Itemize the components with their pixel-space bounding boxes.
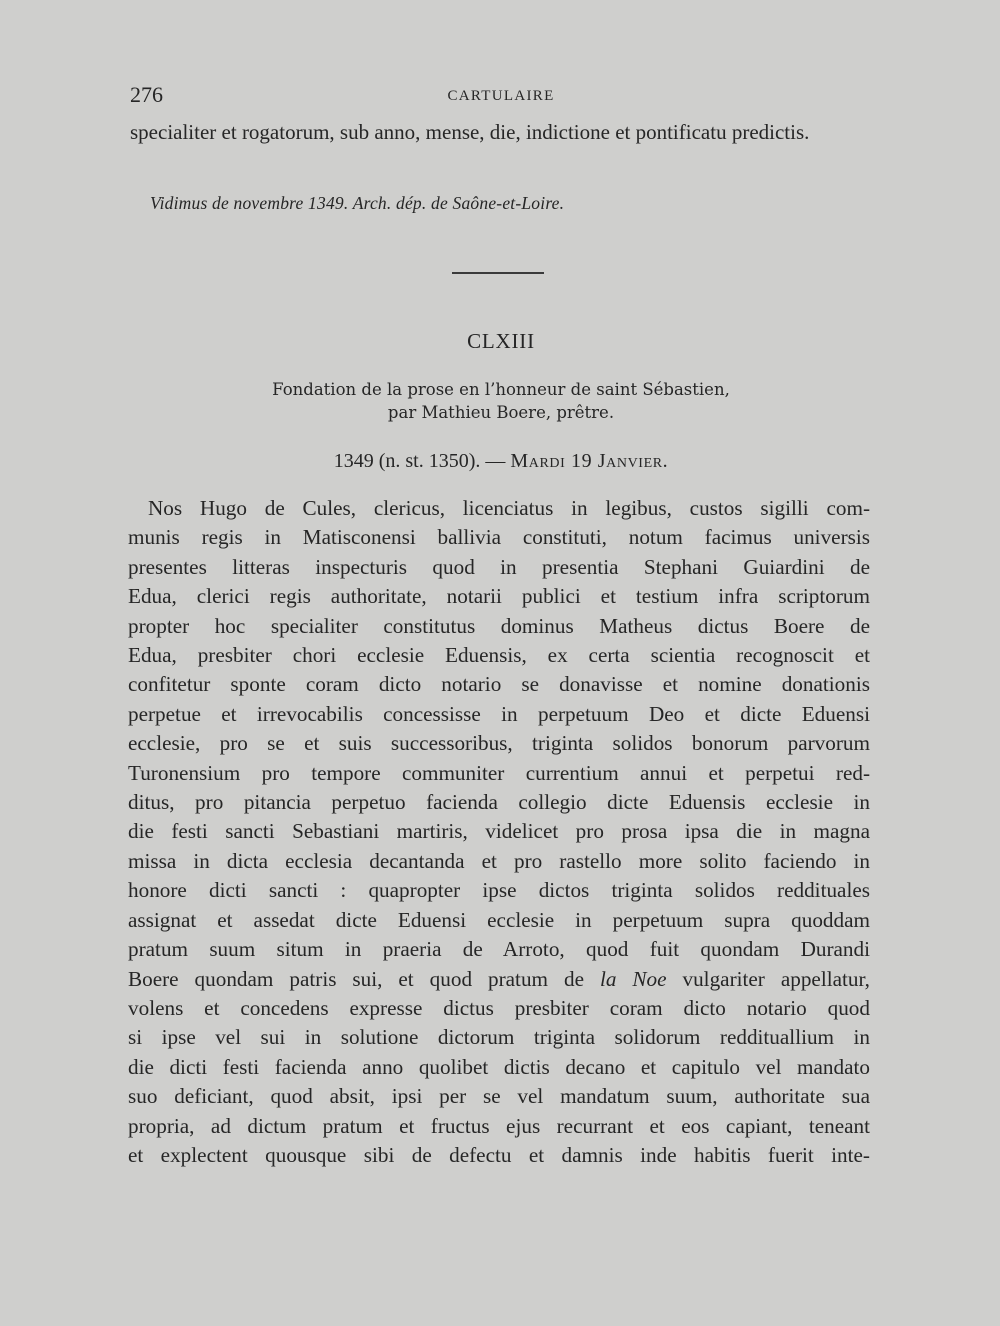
section-divider	[452, 272, 544, 274]
running-title: CARTULAIRE	[447, 88, 555, 104]
source-note: Vidimus de novembre 1349. Arch. dép. de Saône-et-Loire.	[150, 193, 565, 213]
charter-number: CLXIII	[467, 329, 535, 353]
page-number: 276	[130, 82, 163, 107]
page-header	[130, 80, 872, 110]
body-line: propter hoc specialiter constitutus dominus Matheus dictus Boere de	[128, 613, 870, 638]
body-line: die festi sancti Sebastiani martiris, videlicet pro prosa ipsa die in magna	[128, 819, 870, 844]
body-line: missa in dicta ecclesia decantanda et pro rastello more solito faciendo in	[128, 848, 870, 873]
body-line: presentes litteras inspecturis quod in presentia Stephani Guiardini de	[128, 554, 870, 579]
body-line: Nos Hugo de Cules, clericus, licenciatus in legibus, custos sigilli com-	[148, 496, 870, 520]
body-line: pratum suum situm in praeria de Arroto, quod fuit quondam Durandi	[128, 937, 870, 962]
charter-date	[130, 450, 872, 473]
summary-line: par Mathieu Boere, prêtre.	[387, 403, 615, 422]
body-line: suo deficiant, quod absit, ipsi per se vel mandatum suum, authoritate sua	[128, 1084, 870, 1109]
body-line: perpetue et irrevocabilis concessisse in perpetuum Deo et dicte Eduensi	[128, 701, 870, 726]
date-year: 1349 (n. st. 1350). —	[333, 450, 511, 472]
body-line: propria, ad dictum pratum et fructus ejus recurrant et eos capiant, teneant	[128, 1113, 870, 1138]
date-day: Mardi 19 Janvier.	[510, 450, 669, 472]
body-line: Edua, clerici regis authoritate, notarii publici et testium infra scriptorum	[128, 584, 870, 609]
body-line: et explectent quousque sibi de defectu et damnis inde habitis fuerit inte-	[128, 1142, 870, 1167]
place-name: la Noe	[599, 966, 667, 991]
body-line: si ipse vel sui in solutione dictorum triginta solidorum reddituallium in	[128, 1025, 870, 1050]
body-line: honore dicti sancti : quapropter ipse dictos triginta solidos reddituales	[128, 878, 870, 903]
body-line: die dicti festi facienda anno quolibet dictis decano et capitulo vel mandato	[128, 1054, 870, 1079]
summary-line: Fondation de la prose en l’honneur de saint Sébastien,	[272, 380, 730, 399]
body-line: assignat et assedat dicte Eduensi ecclesie in perpetuum supra quoddam	[128, 907, 870, 932]
body-line: ecclesie, pro se et suis successoribus, triginta solidos bonorum parvorum	[128, 731, 870, 756]
previous-charter-ending: specialiter et rogatorum, sub anno, mense, die, indictione et pontificatu predictis.	[130, 120, 810, 144]
body-line-start: Boere quondam patris sui, et quod pratum de	[128, 966, 600, 991]
body-line: munis regis in Matisconensi ballivia constituti, notum facimus universis	[128, 525, 870, 550]
body-line-with-place-name	[128, 965, 870, 994]
body-line: Turonensium pro tempore communiter currentium annui et perpetui red-	[128, 760, 870, 785]
charter-summary	[130, 378, 872, 424]
body-line-end: vulgariter appellatur,	[666, 966, 870, 991]
body-line: ditus, pro pitancia perpetuo facienda collegio dicte Eduensis ecclesie in	[128, 790, 870, 815]
body-line: volens et concedens expresse dictus presbiter coram dicto notario quod	[128, 995, 870, 1020]
body-line: Edua, presbiter chori ecclesie Eduensis, ex certa scientia recognoscit et	[128, 643, 870, 668]
charter-body	[128, 494, 870, 1170]
body-line: confitetur sponte coram dicto notario se donavisse et nomine donationis	[128, 672, 870, 697]
